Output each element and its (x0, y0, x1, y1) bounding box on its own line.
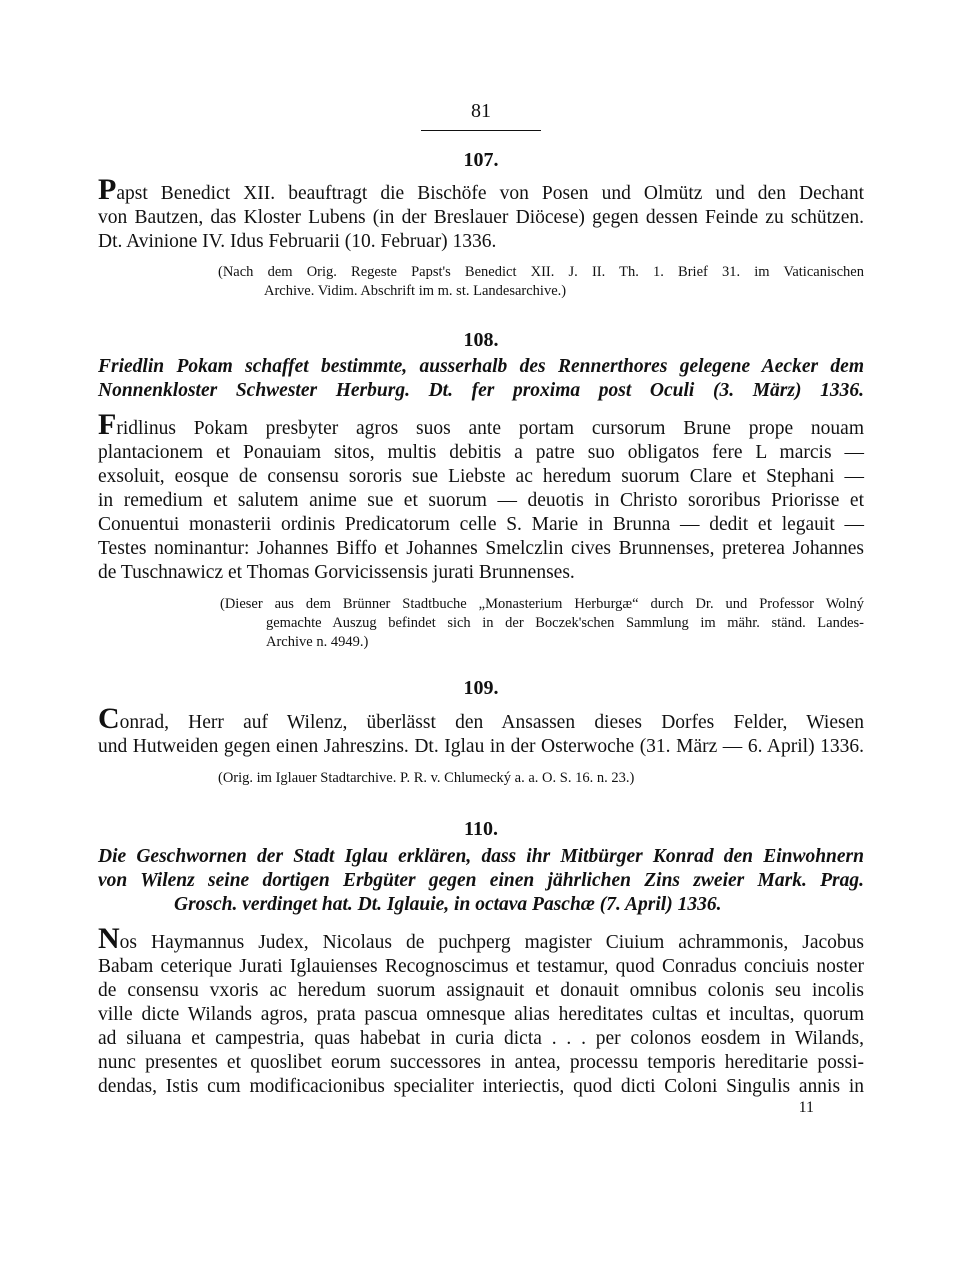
regest-line: Die Geschwornen der Stadt Iglau erklären, dass ihr Mitbürger Konrad den Einwohnern (98, 846, 864, 867)
regest-line: Papst Benedict XII. beauftragt die Bischöfe von Posen und Olmütz und den Dechant (98, 173, 864, 206)
text-line: nunc presentes et quoslibet eorum successores in antea, processu temporis hereditarie possi- (98, 1052, 864, 1073)
page (98, 100, 864, 1117)
text-line: ville dicte Wilands agros, prata pascua omnesque alias hereditates cultas et incultas, quorum (98, 1004, 864, 1025)
note-line: Archive. Vidim. Abschrift im m. st. Landesarchive.) (264, 283, 567, 299)
text-line: dendas, Istis cum modificacionibus specialiter interiectis, quod dicti Coloni Singulis annis in (98, 1076, 864, 1097)
entry-number-110: 110. (464, 818, 498, 840)
text-line: ad siluana et campestria, quas habebat in curia dicta . . . per colonos eosdem in Wilands, (98, 1028, 864, 1049)
regest-line: Nonnenkloster Schwester Herburg. Dt. fer proxima post Oculi (3. März) 1336. (98, 380, 864, 401)
page-number: 81 (471, 100, 491, 122)
signature-mark: 11 (798, 1099, 814, 1116)
regest-line: Grosch. verdinget hat. Dt. Iglauie, in octava Paschæ (7. April) 1336. (174, 894, 722, 915)
entry-107-regest (98, 173, 864, 254)
note-line: (Nach dem Orig. Regeste Papst's Benedict XII. J. II. Th. 1. Brief 31. im Vaticanischen (218, 264, 864, 280)
regest-line: von Bautzen, das Kloster Lubens (in der Breslauer Diöcese) gegen dessen Feinde zu schützen. (98, 207, 864, 228)
initial-letter: F (98, 408, 117, 441)
entry-107-source-note (98, 263, 864, 301)
entry-number-109: 109. (463, 677, 499, 699)
entry-109-regest (98, 702, 864, 759)
text-line: de consensu vxoris ac heredum suorum assignauit et donauit omnibus colonis seu incolis (98, 980, 864, 1001)
initial-letter: P (98, 173, 117, 206)
entry-108-regest (98, 355, 864, 403)
initial-letter: N (98, 922, 120, 955)
note-line: (Dieser aus dem Brünner Stadtbuche „Monasterium Herburgæ“ durch Dr. und Professor Wolný (220, 596, 864, 612)
entry-108-source-note (98, 595, 864, 652)
text-line: exsoluit, eosque de consensu sororis sue Liebste ac heredum suorum Clare et Stephani — (98, 466, 864, 487)
text-line: Testes nominantur: Johannes Biffo et Johannes Smelczlin cives Brunnenses, preterea Johannes (98, 538, 864, 559)
regest-line: Conrad, Herr auf Wilenz, überlässt den Ansassen dieses Dorfes Felder, Wiesen (98, 702, 864, 735)
text-line: Babam ceterique Jurati Iglauienses Recognoscimus et testamur, quod Conradus conciuis noster (98, 956, 864, 977)
header-rule (421, 130, 541, 131)
text-line: in remedium et salutem anime sue et suorum — deuotis in Christo sororibus Priorisse et (98, 490, 864, 511)
text-line: Nos Haymannus Judex, Nicolaus de puchperg magister Ciuium achrammonis, Jacobus (98, 922, 864, 955)
entry-number-107: 107. (463, 149, 499, 171)
note-line: Archive n. 4949.) (266, 634, 369, 650)
text-line: Fridlinus Pokam presbyter agros suos ante portam cursorum Brune prope nouam (98, 408, 864, 441)
regest-line: und Hutweiden gegen einen Jahreszins. Dt. Iglau in der Osterwoche (31. März — 6. April) 1336. (98, 736, 864, 757)
note-line: (Orig. im Iglauer Stadtarchive. P. R. v. Chlumecký a. a. O. S. 16. n. 23.) (218, 770, 635, 786)
entry-110-text (98, 922, 864, 1099)
regest-line: Friedlin Pokam schaffet bestimmte, ausserhalb des Rennerthores gelegene Aecker dem (98, 356, 864, 377)
entry-108-text (98, 408, 864, 585)
regest-line: Dt. Avinione IV. Idus Februarii (10. Februar) 1336. (98, 231, 497, 252)
entry-109-source-note (98, 769, 864, 788)
text-line: plantacionem et Ponauiam sitos, multis debitis a patre suo obligatos fere L marcis — (98, 442, 864, 463)
initial-letter: C (98, 702, 120, 735)
entry-110-regest (98, 845, 864, 917)
entry-number-108: 108. (463, 329, 499, 351)
text-line: Conuentui monasterii ordinis Predicatorum celle S. Marie in Brunna — dedit et legauit — (98, 514, 864, 535)
note-line: gemachte Auszug befindet sich in der Boczek'schen Sammlung im mähr. ständ. Landes- (266, 615, 864, 631)
regest-line: von Wilenz seine dortigen Erbgüter gegen einen jährlichen Zins zweier Mark. Prag. (98, 870, 864, 891)
text-line: de Tuschnawicz et Thomas Gorvicissensis jurati Brunnenses. (98, 562, 575, 583)
